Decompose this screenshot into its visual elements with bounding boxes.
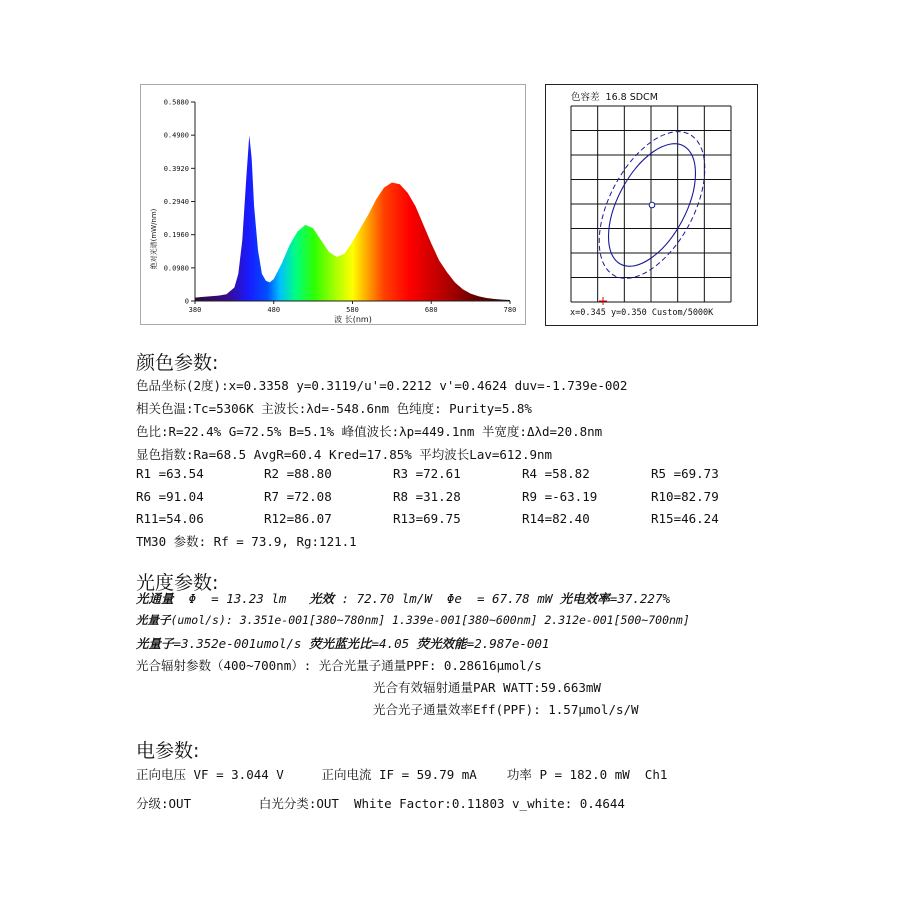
photo-params-heading: 光度参数: bbox=[136, 572, 219, 594]
r-value-cell: R15=46.24 bbox=[651, 511, 719, 526]
chromaticity-title: 色容差 16.8 SDCM bbox=[571, 92, 658, 103]
efficacy-value: : 72.70 lm/W Φe = 67.78 mW bbox=[334, 591, 560, 606]
measured-point-marker bbox=[649, 202, 655, 208]
color-params-heading: 颜色参数: bbox=[136, 352, 219, 374]
blue-ratio-label: 荧光蓝光比 bbox=[308, 636, 372, 651]
flux-value: Φ = 13.23 lm bbox=[173, 591, 309, 606]
chromaticity-footer: x=0.345 y=0.350 Custom/5000K bbox=[570, 308, 714, 318]
electrical-line: 正向电压 VF = 3.044 V 正向电流 IF = 59.79 mA 功率 P = 182.0 mW Ch1 bbox=[136, 767, 668, 782]
r-value-cell: R4 =58.82 bbox=[522, 466, 590, 481]
binning-line: 分级:OUT 白光分类:OUT White Factor:0.11803 v_white: 0.4644 bbox=[136, 796, 625, 811]
chromaticity-diagram bbox=[545, 84, 758, 326]
r-value-cell: R14=82.40 bbox=[522, 511, 590, 526]
y-tick-label: 0 bbox=[184, 297, 189, 306]
y-tick-label: 0.5880 bbox=[163, 98, 189, 107]
r-value-cell: R6 =91.04 bbox=[136, 489, 204, 504]
r-value-cell: R7 =72.08 bbox=[264, 489, 332, 504]
r-value-cell: R9 =-63.19 bbox=[522, 489, 598, 504]
y-tick-label: 0.4900 bbox=[163, 131, 189, 140]
cct-line: 相关色温:Tc=5306K 主波长:λd=-548.6nm 色纯度: Purity=5.8% bbox=[136, 401, 532, 416]
y-axis-label: 绝对光谱(mW/nm) bbox=[150, 208, 158, 270]
photon-value: (umol/s): 3.351e-001[380~780nm] 1.339e-001[380~600nm] 2.312e-001[500~700nm] bbox=[170, 613, 690, 627]
r-value-cell: R3 =72.61 bbox=[393, 466, 461, 481]
x-tick-label: 580 bbox=[346, 306, 359, 314]
color-ratio-line: 色比:R=22.4% G=72.5% B=5.1% 峰值波长:λp=449.1nm 半宽度:Δλd=20.8nm bbox=[136, 424, 603, 439]
x-tick-label: 680 bbox=[424, 306, 438, 314]
cri-line: 显色指数:Ra=68.5 AvgR=60.4 Kred=17.85% 平均波长Lav=612.9nm bbox=[136, 447, 553, 462]
y-tick-label: 0.0980 bbox=[163, 264, 189, 273]
r-value-cell: R11=54.06 bbox=[136, 511, 204, 526]
r-value-cell: R13=69.75 bbox=[393, 511, 461, 526]
r-value-cell: R12=86.07 bbox=[264, 511, 332, 526]
luminous-flux-line bbox=[136, 589, 670, 607]
x-tick-label: 480 bbox=[267, 306, 281, 314]
tm30-line: TM30 参数: Rf = 73.9, Rg:121.1 bbox=[136, 534, 357, 549]
fluorescence-efficacy-label: 荧光效能 bbox=[416, 636, 467, 651]
y-tick-label: 0.3920 bbox=[163, 164, 189, 173]
y-tick-label: 0.2940 bbox=[163, 198, 189, 206]
r-value-cell: R8 =31.28 bbox=[393, 489, 461, 504]
r-value-cell: R2 =88.80 bbox=[264, 466, 332, 481]
fluorescence-line bbox=[136, 634, 549, 652]
par-eff-line: 光合光子通量效率Eff(PPF): 1.57μmol/s/W bbox=[373, 702, 639, 717]
chromaticity-coords-line: 色品坐标(2度):x=0.3358 y=0.3119/u'=0.2212 v'=0.4624 duv=-1.739e-002 bbox=[136, 378, 628, 393]
x-tick-label: 780 bbox=[503, 306, 517, 314]
spectrum-area bbox=[195, 135, 510, 301]
r-value-cell: R1 =63.54 bbox=[136, 466, 204, 481]
fluorescence-efficacy-value: =2.987e-001 bbox=[466, 636, 550, 651]
photon-flux-line bbox=[136, 612, 690, 628]
x-tick-label: 380 bbox=[188, 306, 202, 314]
r-value-cell: R10=82.79 bbox=[651, 489, 719, 504]
efficiency-label: 光电效率 bbox=[559, 591, 610, 606]
reference-cross-marker bbox=[599, 297, 607, 305]
efficiency-value: =37.227% bbox=[609, 591, 671, 606]
photon-label: 光量子 bbox=[136, 613, 171, 627]
flux-label: 光通量 bbox=[136, 591, 174, 606]
par-ppf-line: 光合辐射参数（400~700nm）: 光合光量子通量PPF: 0.28616μmol/s bbox=[136, 658, 542, 673]
par-watt-line: 光合有效辐射通量PAR WATT:59.663mW bbox=[373, 680, 601, 695]
elec-params-heading: 电参数: bbox=[136, 740, 200, 762]
x-axis-label: 波 长(nm) bbox=[334, 315, 372, 324]
r-value-cell: R5 =69.73 bbox=[651, 466, 719, 481]
y-tick-label: 0.1960 bbox=[163, 231, 189, 240]
photon-total-value: =3.352e-001umol/s bbox=[173, 636, 309, 651]
blue-ratio-value: =4.05 bbox=[371, 636, 417, 651]
photon-total-label: 光量子 bbox=[136, 636, 174, 651]
spectrum-chart bbox=[140, 84, 526, 325]
efficacy-label: 光效 bbox=[308, 591, 334, 606]
